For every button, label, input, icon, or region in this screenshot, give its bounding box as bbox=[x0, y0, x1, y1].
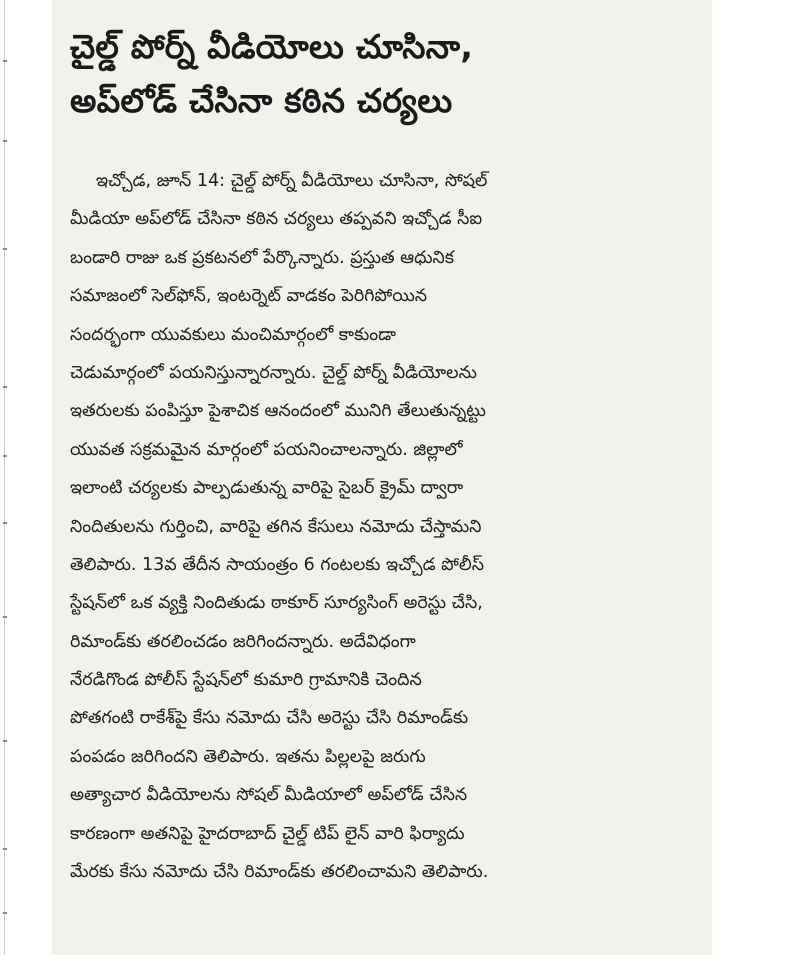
body-line: నిందితులను గుర్తించి, వారిపై తగిన కేసులు నమోదు చేస్తామని bbox=[70, 516, 482, 537]
page-margin bbox=[712, 0, 800, 955]
adjacent-column-edge bbox=[0, 0, 12, 955]
headline bbox=[52, 0, 712, 128]
body-line: బండారి రాజు ఒక ప్రకటనలో పేర్కొన్నారు. ప్రస్తుత ఆధునిక bbox=[70, 247, 454, 268]
body-line: మేరకు కేసు నమోదు చేసి రిమాండ్‌కు తరలించామని తెలిపారు. bbox=[70, 862, 489, 883]
column-mark bbox=[3, 386, 7, 388]
column-rule bbox=[4, 0, 5, 955]
body-line: నేరడిగొండ పోలీస్ స్టేషన్‌లో కుమారి గ్రామానికి చెందిన bbox=[70, 670, 422, 691]
body-line: సమాజంలో సెల్‌ఫోన్, ఇంటర్నెట్ వాడకం పెరిగిపోయిన bbox=[70, 286, 428, 307]
body-line: కారణంగా అతనిపై హైదరాబాద్ చైల్డ్ టిప్ లైన్ వారి ఫిర్యాదు bbox=[70, 823, 465, 844]
body-line: మీడియా అప్‌లోడ్ చేసినా కఠిన చర్యలు తప్పవని ఇచ్చోడ సీఐ bbox=[70, 209, 483, 230]
body-line: తెలిపారు. 13వ తేదీన సాయంత్రం 6 గంటలకు ఇచ్చోడ పోలీస్ bbox=[70, 554, 485, 575]
headline-line: అప్‌లోడ్ చేసినా కఠిన చర్యలు bbox=[70, 81, 453, 120]
column-mark bbox=[3, 740, 7, 742]
body-line: స్టేషన్‌లో ఒక వ్యక్తి నిందితుడు ఠాకూర్ సూర్యసింగ్ అరెస్టు చేసి, bbox=[70, 593, 483, 614]
body-line: ఇతరులకు పంపిస్తూ పైశాచిక ఆనందంలో మునిగి తేలుతున్నట్టు bbox=[70, 401, 486, 422]
body-line: అత్యాచార వీడియోలను సోషల్ మీడియాలో అప్‌లోడ్ చేసిన bbox=[70, 785, 468, 806]
news-clipping bbox=[52, 0, 712, 955]
body-line: యువత సక్రమమైన మార్గంలో పయనించాలన్నారు. జిల్లాలో bbox=[70, 439, 463, 460]
column-mark bbox=[3, 522, 7, 524]
article-body bbox=[70, 162, 690, 891]
body-line: రిమాండ్‌కు తరలించడం జరిగిందన్నారు. అదేవిధంగా bbox=[70, 631, 416, 652]
column-mark bbox=[3, 455, 7, 457]
column-mark bbox=[3, 140, 7, 142]
body-line: చెడుమార్గంలో పయనిస్తున్నారన్నారు. చైల్డ్ పోర్న్ వీడియోలను bbox=[70, 362, 477, 383]
body-line: పంపడం జరిగిందని తెలిపారు. ఇతను పిల్లలపై జరుగు bbox=[70, 746, 426, 767]
headline-line: చైల్డ్ పోర్న్ వీడియోలు చూసినా, bbox=[70, 27, 474, 66]
body-line: ఇలాంటి చర్యలకు పాల్పడుతున్న వారిపై సైబర్ క్రైమ్ ద్వారా bbox=[70, 478, 464, 499]
column-mark bbox=[3, 248, 7, 250]
column-mark bbox=[3, 912, 7, 914]
column-mark bbox=[3, 60, 7, 62]
column-mark bbox=[3, 616, 7, 618]
body-line: ఇచ్చోడ, జూన్ 14: చైల్డ్ పోర్న్ వీడియోలు చూసినా, సోషల్ bbox=[96, 171, 488, 191]
column-mark bbox=[3, 848, 7, 850]
body-line: పోతగంటి రాకేశ్‌పై కేసు నమోదు చేసి అరెస్టు చేసి రిమాండ్‌కు bbox=[70, 708, 469, 729]
body-line: సందర్భంగా యువకులు మంచిమార్గంలో కాకుండా bbox=[70, 324, 397, 345]
